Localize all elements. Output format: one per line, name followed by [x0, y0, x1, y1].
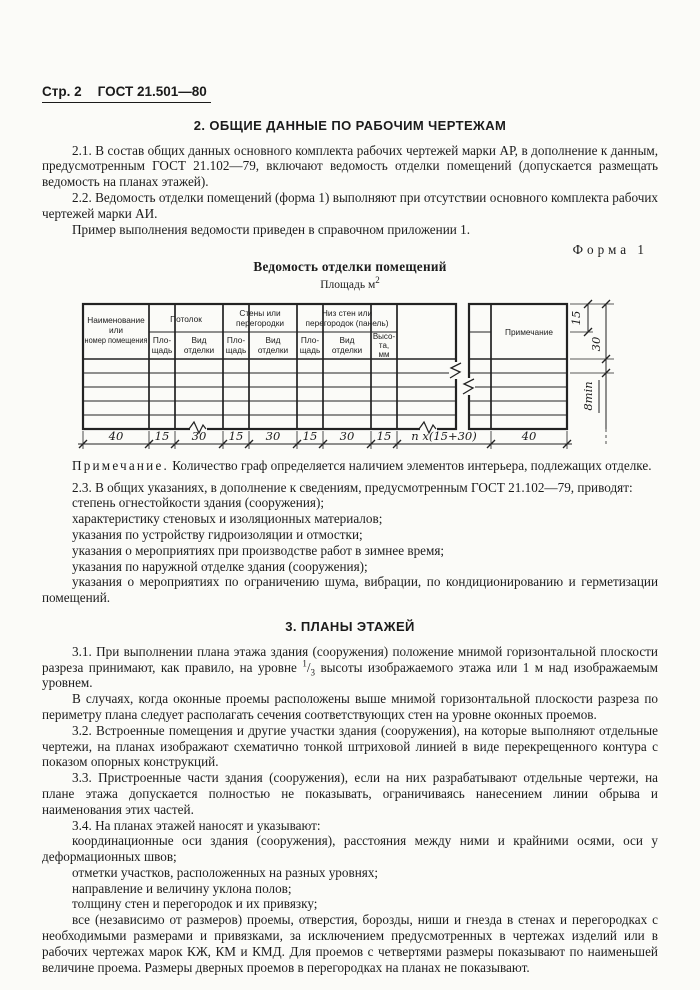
group-walls-line2: перегородки	[236, 317, 284, 328]
list-item: степень огнестойкости здания (сооружения);	[72, 495, 325, 511]
sub-finish-3b: отделки	[331, 344, 363, 355]
dim-40-2: 40	[521, 428, 537, 443]
para-3-1b: В случаях, когда оконные проемы расположены выше мнимой горизонтальной плоскости разреза по периметру плана следует располагать сечения соответствующих стен на уровне оконных проемов.	[42, 691, 658, 722]
list-item: указания по наружной отделке здания (сооружения);	[72, 558, 368, 574]
para-2-3: 2.3. В общих указаниях, в дополнение к сведениям, предусмотренным ГОСТ 21.102—79, приводят:	[72, 479, 633, 495]
sub-finish-2a: Вид	[265, 334, 281, 345]
sub-height-c: мм	[378, 349, 390, 359]
dim-30-1: 30	[191, 428, 207, 443]
list-item: характеристику стеновых и изоляционных материалов;	[72, 511, 383, 527]
para-3-4: 3.4. На планах этажей наносят и указывают:	[72, 817, 321, 833]
dim-30-3: 30	[339, 428, 355, 443]
list-item: отметки участков, расположенных на разных уровнях;	[72, 864, 379, 880]
sub-area-3b: щадь	[299, 344, 321, 355]
form-label: Форма 1	[572, 242, 648, 258]
sub-area-3a: Пло-	[300, 334, 320, 345]
para-3-1: 3.1. При выполнении плана этажа здания (сооружения) положение мнимой горизонтальной плоскости разреза принимают, как правило, на уровне $^1/_3$ высоты изображаемого этажа или 1 м над изображаемым уровнем.	[42, 643, 658, 691]
dim-15-3: 15	[302, 428, 318, 443]
dim-right-8min: 8min	[581, 381, 595, 411]
dim-n-x-15-30: п x(15+30)	[411, 428, 477, 443]
col-note: Примечание	[504, 326, 554, 337]
para-2-1: 2.1. В состав общих данных основного комплекта рабочих чертежей марки АР, в дополнение к данным, предусмотренным ГОСТ 21.102—79, включают ведомость отделки помещений (допускается размещать ведомость на планах этажей).	[42, 142, 658, 190]
running-header	[42, 84, 211, 103]
fraction-denominator: 3	[310, 667, 315, 678]
list-item: направление и величину уклона полов;	[72, 880, 292, 896]
para-2-2: 2.2. Ведомость отделки помещений (форма 1) выполняют при отсутствии основного комплекта рабочих чертежей марки АИ.	[42, 189, 658, 221]
sub-height-b: та,	[378, 340, 390, 350]
table-header-text	[85, 308, 554, 359]
dim-40-1: 40	[108, 428, 124, 443]
col-name-line1: Наименование	[87, 314, 145, 325]
dim-15-2: 15	[228, 428, 244, 443]
dim-right-15: 15	[569, 310, 583, 326]
group-low-line1: Низ стен или	[321, 307, 373, 318]
col-name-line3: номер помещения	[84, 334, 148, 345]
page-number-label: Стр. 2	[42, 84, 82, 99]
col-name-line2: или	[108, 324, 124, 335]
bottom-dimension-line	[78, 429, 572, 449]
para-3-2: 3.2. Встроенные помещения и другие участки здания (сооружения), на которые выполняют отдельные чертежи, на планах изображают схематично тонкой штриховой линией в виде перекрещенного контура с показом опорных конструкций.	[42, 722, 658, 770]
list-item: указания о мероприятиях по ограничению шума, вибрации, по кондиционированию и герметизации помещений.	[42, 574, 658, 606]
section-3-title: 3. ПЛАНЫ ЭТАЖЕЙ	[285, 618, 415, 634]
square-meters-sup: 2	[375, 275, 380, 286]
table-note	[42, 458, 658, 474]
section-2-title: 2. ОБЩИЕ ДАННЫЕ ПО РАБОЧИМ ЧЕРТЕЖАМ	[193, 117, 507, 133]
para-3-3: 3.3. Пристроенные части здания (сооружения), если на них разрабатывают отдельные чертежи, на плане этажа допускается полностью не показывать, ограничиваясь нанесением линии обрыва и наименования этих частей.	[42, 770, 658, 817]
dim-15-4: 15	[376, 428, 392, 443]
note-label: Примечание.	[72, 457, 169, 473]
fraction-numerator: 1	[302, 658, 307, 669]
sub-area-2b: щадь	[225, 344, 247, 355]
form-table-title: Ведомость отделки помещений	[253, 259, 447, 275]
right-dimension-lines	[569, 300, 614, 445]
sub-area-1b: щадь	[151, 344, 173, 355]
sub-height-a: Высо-	[372, 331, 396, 341]
form-table-subtitle: Площадь $м^2$	[320, 275, 380, 291]
list-item: указания по устройству гидроизоляции и отмостки;	[72, 526, 363, 542]
sub-finish-1a: Вид	[191, 334, 207, 345]
group-ceiling: Потолок	[170, 313, 202, 324]
list-item: указания о мероприятиях при производстве работ в зимнее время;	[72, 542, 445, 558]
sub-area-2a: Пло-	[226, 334, 246, 345]
list-item: толщину стен и перегородок и их привязку;	[72, 896, 318, 912]
sub-finish-3a: Вид	[339, 334, 355, 345]
list-item: все (независимо от размеров) проемы, отверстия, борозды, ниши и гнезда в стенах и перегородках с необходимыми размерами и привязками, за исключением предусмотренных в чертежах изделий или в рабочих чертежах марок КЖ, КМ и КМД. Для проемов с четвертями размеры показывают по наименьшей величине проема. Размеры дверных проемов в перегородках на планах не показывают.	[42, 912, 658, 975]
group-low-line2: перегородок (панель)	[305, 317, 389, 328]
sub-finish-1b: отделки	[183, 344, 215, 355]
list-item: координационные оси здания (сооружения), расстояния между ними и крайними осями, оси у деформационных швов;	[42, 833, 658, 865]
dim-right-30: 30	[589, 336, 603, 352]
sub-area-1a: Пло-	[152, 334, 172, 345]
para-2-2-example: Пример выполнения ведомости приведен в справочном приложении 1.	[72, 221, 471, 237]
sub-finish-2b: отделки	[257, 344, 289, 355]
dim-30-2: 30	[265, 428, 281, 443]
standard-number-label: ГОСТ 21.501—80	[97, 84, 207, 99]
dim-15-1: 15	[154, 428, 170, 443]
group-walls-line1: Стены или	[239, 307, 281, 318]
note-text: Количество граф определяется наличием элементов интерьера, подлежащих отделке.	[172, 457, 652, 473]
form-1-drawing	[40, 294, 700, 452]
